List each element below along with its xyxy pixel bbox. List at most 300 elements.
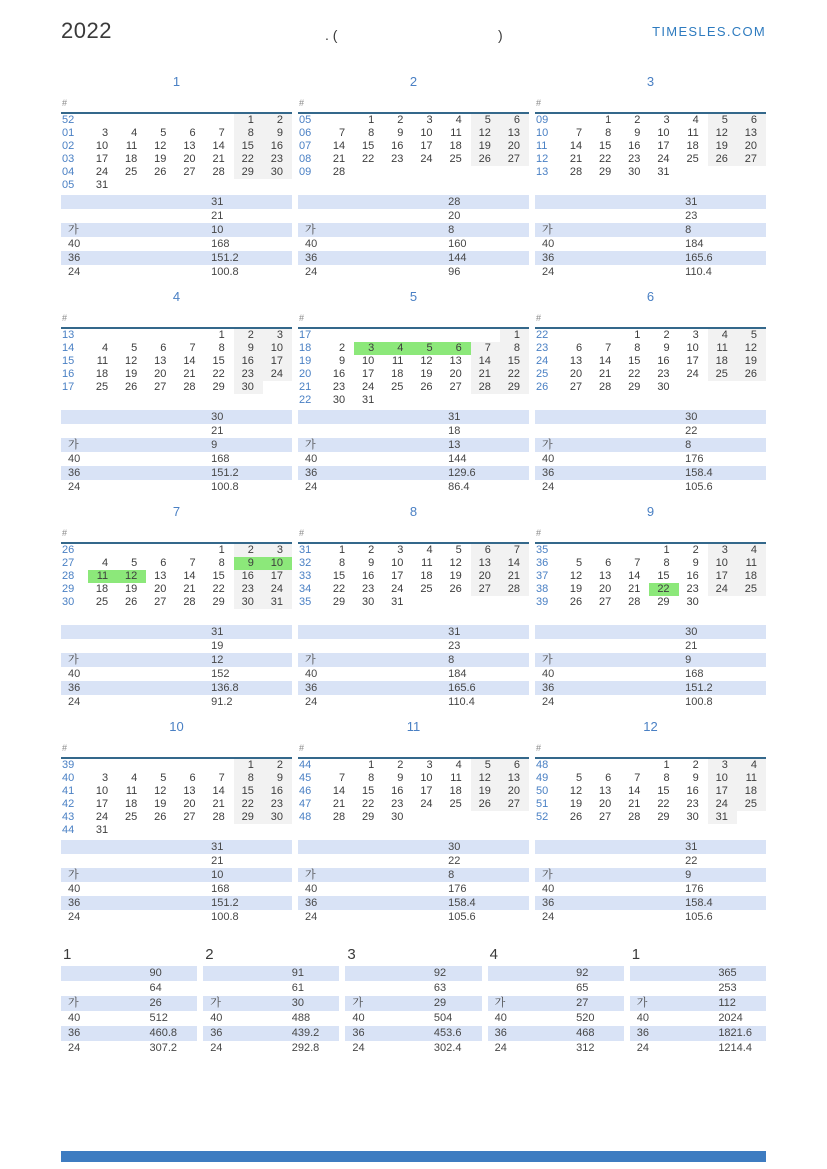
month-block bbox=[298, 719, 529, 924]
day-cell: 17 bbox=[95, 798, 109, 810]
day-cell: 11 bbox=[125, 785, 138, 797]
week-number-cell: 26 bbox=[536, 381, 549, 393]
calendar-header bbox=[61, 526, 292, 543]
week-number-cell: 05 bbox=[299, 114, 312, 126]
empty-day-cell bbox=[146, 824, 175, 837]
day-cell: 18 bbox=[125, 798, 138, 810]
summary-row bbox=[345, 981, 481, 996]
empty-day-cell bbox=[500, 394, 529, 407]
day-cell: 4 bbox=[455, 759, 462, 771]
day-cell: 9 bbox=[397, 127, 404, 139]
day-cell: 5 bbox=[412, 342, 441, 355]
weekday-header bbox=[591, 96, 620, 113]
weekday-header bbox=[737, 526, 766, 543]
summary-label bbox=[61, 195, 211, 209]
day-cell: 30 bbox=[263, 166, 292, 179]
summary-value: 184 bbox=[685, 238, 704, 250]
summary-label bbox=[345, 981, 434, 996]
summary-value: 144 bbox=[448, 252, 467, 264]
day-cell: 30 bbox=[657, 381, 670, 393]
day-cell: 8 bbox=[218, 557, 225, 569]
quarter-title: 1 bbox=[63, 946, 72, 963]
quarter-block bbox=[61, 946, 197, 1056]
week-row bbox=[61, 557, 292, 570]
summary-value: 8 bbox=[448, 869, 455, 881]
week-number-cell: 45 bbox=[299, 772, 312, 784]
day-cell: 30 bbox=[391, 811, 404, 823]
day-cell: 20 bbox=[183, 153, 196, 165]
week-number-cell: 17 bbox=[62, 381, 75, 393]
day-cell: 2 bbox=[397, 114, 404, 126]
day-cell: 4 bbox=[708, 328, 737, 342]
empty-day-cell bbox=[263, 824, 292, 837]
day-cell: 16 bbox=[686, 785, 699, 797]
week-number-header: # bbox=[298, 311, 325, 328]
empty-day-cell bbox=[175, 758, 204, 772]
week-number-cell: 35 bbox=[536, 544, 549, 556]
day-cell: 23 bbox=[234, 583, 263, 596]
summary-label: 24 bbox=[542, 911, 555, 923]
weekday-header bbox=[442, 96, 471, 113]
week-number-cell: 48 bbox=[299, 811, 312, 823]
week-row bbox=[61, 153, 292, 166]
day-cell: 27 bbox=[599, 811, 612, 823]
calendar-header bbox=[535, 741, 766, 758]
day-cell: 10 bbox=[657, 127, 670, 139]
week-row bbox=[535, 570, 766, 583]
calendar-header-row bbox=[61, 96, 292, 113]
day-cell: 24 bbox=[95, 166, 109, 178]
weekday-header bbox=[383, 526, 412, 543]
day-cell: 28 bbox=[628, 596, 641, 608]
day-cell: 6 bbox=[442, 342, 471, 355]
summary-value: 512 bbox=[149, 1012, 168, 1024]
day-cell: 13 bbox=[471, 557, 500, 570]
summary-label: 40 bbox=[68, 668, 81, 680]
summary-row bbox=[535, 480, 766, 494]
weekday-header bbox=[88, 311, 117, 328]
summary-value: 144 bbox=[448, 453, 467, 465]
day-cell: 31 bbox=[95, 179, 109, 191]
summary-label: 36 bbox=[68, 252, 81, 264]
month-calendar-table bbox=[61, 311, 292, 394]
empty-day-cell bbox=[708, 596, 737, 609]
day-cell: 18 bbox=[95, 583, 109, 595]
day-cell: 19 bbox=[471, 140, 500, 153]
summary-row bbox=[203, 966, 339, 981]
week-row bbox=[535, 153, 766, 166]
week-number-cell: 13 bbox=[536, 166, 549, 178]
summary-value: 165.6 bbox=[685, 252, 713, 264]
empty-day-cell bbox=[500, 166, 529, 179]
week-number-header: # bbox=[535, 526, 562, 543]
empty-day-cell bbox=[591, 328, 620, 342]
summary-row bbox=[61, 868, 292, 882]
day-cell: 27 bbox=[183, 811, 196, 823]
summary-label bbox=[203, 966, 292, 981]
summary-label: 40 bbox=[305, 883, 318, 895]
day-cell: 18 bbox=[420, 570, 433, 582]
empty-day-cell bbox=[205, 758, 234, 772]
summary-value: 439.2 bbox=[291, 1027, 320, 1039]
summary-row bbox=[535, 195, 766, 209]
summary-label: 36 bbox=[210, 1027, 223, 1039]
week-row bbox=[61, 381, 292, 394]
summary-row bbox=[298, 466, 529, 480]
day-cell: 26 bbox=[449, 583, 462, 595]
week-row bbox=[535, 368, 766, 381]
summary-label: 36 bbox=[305, 682, 318, 694]
week-number-cell: 46 bbox=[299, 785, 312, 797]
summary-label bbox=[535, 209, 685, 223]
day-cell: 31 bbox=[95, 824, 109, 836]
day-cell: 8 bbox=[500, 342, 529, 355]
day-cell: 24 bbox=[686, 368, 699, 380]
day-cell: 12 bbox=[117, 570, 146, 583]
day-cell: 2 bbox=[397, 759, 404, 771]
weekday-header bbox=[146, 96, 175, 113]
day-cell: 15 bbox=[599, 140, 612, 152]
empty-day-cell bbox=[412, 166, 441, 179]
month-title: 9 bbox=[646, 504, 655, 519]
summary-row bbox=[61, 438, 292, 452]
weekday-header bbox=[117, 96, 146, 113]
day-cell: 17 bbox=[263, 355, 292, 368]
day-cell: 26 bbox=[471, 798, 500, 811]
summary-row bbox=[345, 1011, 481, 1026]
month-summary-table bbox=[298, 840, 529, 924]
summary-label bbox=[535, 410, 685, 424]
day-cell: 21 bbox=[471, 368, 500, 381]
week-number-cell: 33 bbox=[299, 570, 312, 582]
day-cell: 7 bbox=[605, 342, 612, 354]
summary-value: 129.6 bbox=[448, 467, 476, 479]
day-cell: 2 bbox=[234, 543, 263, 557]
summary-value: 65 bbox=[576, 982, 589, 994]
day-cell: 25 bbox=[708, 368, 737, 381]
weekday-header bbox=[146, 526, 175, 543]
empty-day-cell bbox=[591, 758, 620, 772]
calendar-body bbox=[61, 113, 292, 192]
summary-row bbox=[61, 237, 292, 251]
summary-row bbox=[535, 896, 766, 910]
summary-row bbox=[630, 981, 766, 996]
summary-label: 36 bbox=[305, 467, 318, 479]
summary-label bbox=[61, 410, 211, 424]
day-cell: 30 bbox=[362, 596, 375, 608]
day-cell: 10 bbox=[95, 140, 109, 152]
day-cell: 28 bbox=[500, 583, 529, 596]
day-cell: 24 bbox=[657, 153, 670, 165]
summary-label: 24 bbox=[68, 266, 81, 278]
week-number-cell: 22 bbox=[536, 329, 549, 341]
day-cell: 13 bbox=[569, 355, 583, 367]
weekday-header bbox=[234, 96, 263, 113]
summary-row bbox=[61, 223, 292, 237]
summary-value: 21 bbox=[211, 855, 224, 867]
summary-label: 가 bbox=[352, 997, 364, 1009]
summary-value: 10 bbox=[211, 224, 224, 236]
weekday-header bbox=[442, 741, 471, 758]
summary-value: 151.2 bbox=[685, 682, 713, 694]
calendar-header-row bbox=[298, 311, 529, 328]
summary-value: 28 bbox=[448, 196, 461, 208]
week-row bbox=[535, 811, 766, 824]
summary-label: 24 bbox=[305, 911, 318, 923]
calendar-header bbox=[535, 526, 766, 543]
day-cell: 15 bbox=[500, 355, 529, 368]
summary-label bbox=[630, 966, 719, 981]
summary-row bbox=[345, 1041, 481, 1056]
week-number-cell: 28 bbox=[62, 570, 75, 582]
day-cell: 13 bbox=[183, 785, 196, 797]
summary-label bbox=[298, 424, 448, 438]
day-cell: 6 bbox=[471, 543, 500, 557]
summary-row bbox=[345, 966, 481, 981]
quarter-summary-table bbox=[61, 966, 197, 1056]
summary-row bbox=[488, 981, 624, 996]
weekday-header bbox=[679, 96, 708, 113]
summary-row bbox=[535, 882, 766, 896]
summary-value: 90 bbox=[149, 967, 162, 979]
day-cell: 30 bbox=[234, 381, 263, 394]
summary-value: 96 bbox=[448, 266, 461, 278]
day-cell: 27 bbox=[183, 166, 196, 178]
weekday-header bbox=[679, 311, 708, 328]
day-cell: 22 bbox=[362, 153, 375, 165]
summary-row bbox=[298, 681, 529, 695]
day-cell: 1 bbox=[368, 759, 375, 771]
day-cell: 24 bbox=[263, 583, 292, 596]
weekday-header bbox=[562, 311, 591, 328]
week-number-cell: 07 bbox=[299, 140, 312, 152]
summary-row bbox=[535, 452, 766, 466]
summary-label: 24 bbox=[68, 1042, 81, 1054]
month-calendar-table bbox=[61, 526, 292, 609]
month-calendar-table bbox=[298, 526, 529, 609]
summary-value: 110.4 bbox=[448, 696, 475, 708]
summary-label: 24 bbox=[305, 266, 318, 278]
quarter-title: 1 bbox=[631, 946, 641, 963]
day-cell: 7 bbox=[339, 127, 346, 139]
summary-row bbox=[488, 1041, 624, 1056]
day-cell: 1 bbox=[634, 329, 641, 341]
week-number-cell: 50 bbox=[536, 785, 549, 797]
day-cell: 11 bbox=[96, 355, 109, 367]
summary-value: 110.4 bbox=[685, 266, 712, 278]
summary-value: 31 bbox=[448, 626, 461, 638]
weekday-header bbox=[234, 741, 263, 758]
day-cell: 18 bbox=[686, 140, 699, 152]
weekday-header bbox=[471, 741, 500, 758]
week-row bbox=[61, 811, 292, 824]
day-cell: 3 bbox=[708, 543, 737, 557]
day-cell: 3 bbox=[426, 759, 433, 771]
summary-value: 21 bbox=[211, 425, 224, 437]
day-cell: 29 bbox=[657, 811, 670, 823]
summary-row bbox=[535, 840, 766, 854]
day-cell: 31 bbox=[391, 596, 404, 608]
calendar-header bbox=[298, 526, 529, 543]
weekday-header bbox=[325, 311, 354, 328]
week-number-header: # bbox=[61, 96, 88, 113]
month-block bbox=[61, 289, 292, 494]
week-row bbox=[298, 811, 529, 824]
day-cell: 25 bbox=[737, 583, 766, 596]
day-cell: 12 bbox=[154, 785, 167, 797]
day-cell: 10 bbox=[95, 785, 109, 797]
summary-label: 24 bbox=[352, 1042, 365, 1054]
weekday-header bbox=[117, 526, 146, 543]
day-cell: 5 bbox=[576, 557, 583, 569]
day-cell: 21 bbox=[628, 583, 641, 595]
day-cell: 30 bbox=[628, 166, 641, 178]
summary-value: 23 bbox=[448, 640, 461, 652]
summary-value: 18 bbox=[448, 425, 461, 437]
empty-day-cell bbox=[562, 543, 591, 557]
month-summary-table bbox=[535, 840, 766, 924]
summary-row bbox=[61, 681, 292, 695]
summary-row bbox=[630, 966, 766, 981]
week-number-header: # bbox=[298, 96, 325, 113]
calendar-body bbox=[535, 758, 766, 824]
day-cell: 5 bbox=[160, 772, 167, 784]
day-cell: 25 bbox=[449, 153, 462, 165]
site-link[interactable]: TIMESLES.COM bbox=[652, 24, 766, 39]
week-number-cell: 27 bbox=[62, 557, 75, 569]
summary-value: 27 bbox=[576, 997, 589, 1009]
calendar-body bbox=[535, 543, 766, 609]
summary-label: 가 bbox=[494, 997, 506, 1009]
week-number-cell: 21 bbox=[299, 381, 312, 393]
summary-value: 460.8 bbox=[149, 1027, 178, 1039]
day-cell: 19 bbox=[471, 785, 500, 798]
day-cell: 27 bbox=[569, 381, 583, 393]
summary-label: 24 bbox=[542, 266, 555, 278]
summary-label bbox=[61, 424, 211, 438]
day-cell: 7 bbox=[339, 772, 346, 784]
day-cell: 22 bbox=[500, 368, 529, 381]
day-cell: 24 bbox=[391, 583, 404, 595]
day-cell: 22 bbox=[332, 583, 346, 595]
calendar-body bbox=[298, 113, 529, 179]
summary-label: 36 bbox=[68, 897, 81, 909]
calendar-header-row bbox=[61, 741, 292, 758]
weekday-header bbox=[412, 741, 441, 758]
week-row bbox=[61, 772, 292, 785]
summary-value: 92 bbox=[433, 967, 447, 979]
summary-row bbox=[298, 410, 529, 424]
day-cell: 17 bbox=[708, 785, 737, 798]
summary-value: 468 bbox=[576, 1027, 595, 1039]
empty-day-cell bbox=[620, 758, 649, 772]
day-cell: 14 bbox=[332, 785, 346, 797]
day-cell: 25 bbox=[449, 798, 462, 810]
summary-label: 가 bbox=[542, 439, 553, 451]
summary-label: 40 bbox=[68, 883, 81, 895]
weekday-header bbox=[412, 526, 441, 543]
day-cell: 21 bbox=[183, 368, 196, 380]
day-cell: 21 bbox=[569, 153, 583, 165]
week-number-cell: 18 bbox=[299, 342, 312, 354]
summary-row bbox=[61, 209, 292, 223]
calendar-header-row bbox=[61, 311, 292, 328]
weekday-header bbox=[146, 741, 175, 758]
summary-row bbox=[61, 480, 292, 494]
week-number-cell: 25 bbox=[536, 368, 549, 380]
weekday-header bbox=[383, 741, 412, 758]
empty-day-cell bbox=[708, 166, 737, 179]
day-cell: 9 bbox=[339, 355, 346, 367]
day-cell: 12 bbox=[449, 557, 462, 569]
day-cell: 13 bbox=[599, 570, 612, 582]
week-number-cell: 11 bbox=[536, 140, 548, 152]
day-cell: 3 bbox=[102, 772, 109, 784]
day-cell: 8 bbox=[634, 342, 641, 354]
day-cell: 23 bbox=[391, 153, 404, 165]
summary-label: 24 bbox=[542, 696, 555, 708]
day-cell: 22 bbox=[649, 583, 678, 596]
month-title: 2 bbox=[409, 74, 418, 89]
week-number-cell: 09 bbox=[299, 166, 312, 178]
week-row bbox=[535, 166, 766, 179]
empty-day-cell bbox=[471, 394, 500, 407]
weekday-header bbox=[263, 526, 292, 543]
day-cell: 10 bbox=[708, 557, 737, 570]
week-number-cell: 19 bbox=[299, 355, 312, 367]
calendar-body bbox=[535, 328, 766, 394]
day-cell: 26 bbox=[154, 811, 167, 823]
day-cell: 16 bbox=[263, 785, 292, 798]
weekday-header bbox=[591, 311, 620, 328]
weekday-header bbox=[591, 526, 620, 543]
summary-label: 40 bbox=[68, 1012, 81, 1024]
summary-row bbox=[535, 695, 766, 709]
summary-label: 가 bbox=[542, 869, 553, 881]
weekday-header bbox=[442, 526, 471, 543]
summary-row bbox=[298, 653, 529, 667]
summary-label: 가 bbox=[68, 869, 79, 881]
month-block bbox=[61, 504, 292, 709]
empty-day-cell bbox=[175, 543, 204, 557]
day-cell: 23 bbox=[332, 381, 346, 393]
week-number-cell: 39 bbox=[62, 759, 75, 771]
day-cell: 19 bbox=[569, 798, 583, 810]
day-cell: 6 bbox=[189, 772, 196, 784]
weekday-header bbox=[88, 741, 117, 758]
calendar-header-row bbox=[61, 526, 292, 543]
day-cell: 16 bbox=[391, 785, 404, 797]
summary-label bbox=[298, 209, 448, 223]
day-cell: 1 bbox=[218, 329, 225, 341]
day-cell: 30 bbox=[332, 394, 346, 406]
summary-label: 24 bbox=[636, 1042, 650, 1054]
quarter-title: 4 bbox=[489, 946, 498, 963]
month-summary-table bbox=[61, 195, 292, 279]
day-cell: 13 bbox=[154, 355, 167, 367]
empty-day-cell bbox=[442, 328, 471, 342]
summary-label: 가 bbox=[305, 654, 316, 666]
quarters-and-year-section bbox=[61, 946, 766, 1056]
month-title: 8 bbox=[409, 504, 418, 519]
day-cell: 23 bbox=[657, 368, 670, 380]
month-title: 7 bbox=[172, 504, 181, 519]
day-cell: 14 bbox=[500, 557, 529, 570]
week-row bbox=[61, 543, 292, 557]
weekday-header bbox=[591, 741, 620, 758]
day-cell: 27 bbox=[449, 381, 462, 393]
weekday-header bbox=[708, 311, 737, 328]
